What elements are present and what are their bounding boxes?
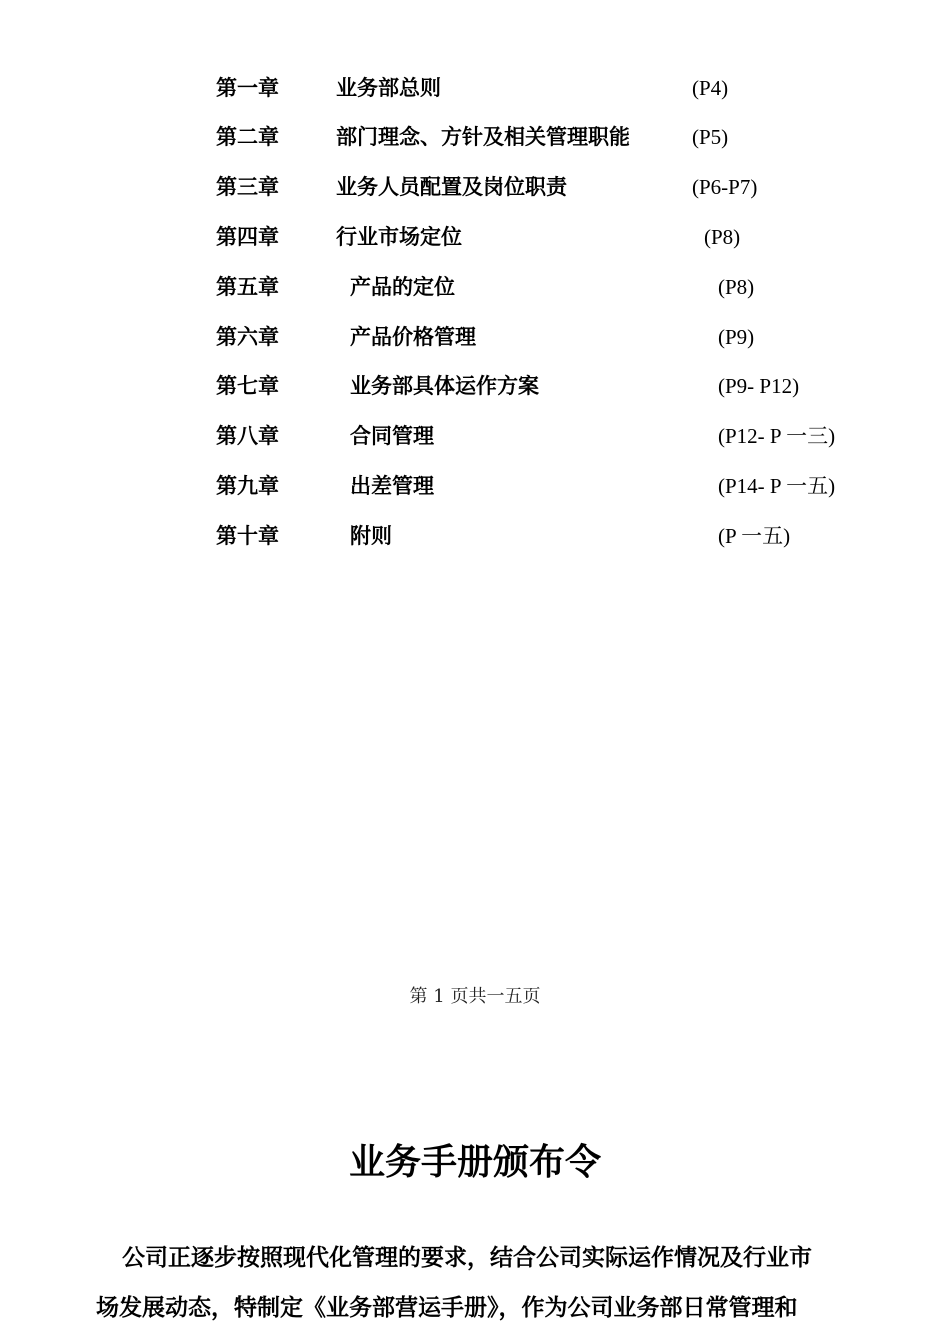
toc-chapter: 第六章 <box>216 324 279 349</box>
toc-chapter: 第一章 <box>216 75 279 100</box>
toc-page: (P5) <box>692 125 729 149</box>
toc-chapter: 第二章 <box>216 124 279 149</box>
toc-page: (P12- P 一三) <box>718 424 836 448</box>
toc-title: 合同管理 <box>350 423 434 448</box>
toc-page: (P8) <box>704 225 741 249</box>
toc-page: (P 一五) <box>718 524 791 548</box>
toc-page: (P6-P7) <box>692 175 758 199</box>
toc-chapter: 第七章 <box>216 373 279 398</box>
toc-title: 行业市场定位 <box>336 224 462 249</box>
toc-page: (P9) <box>718 325 755 349</box>
document-heading: 业务手册颁布令 <box>348 1141 601 1183</box>
toc-title: 产品的定位 <box>350 274 455 299</box>
toc-chapter: 第十章 <box>216 523 279 548</box>
paragraph-line: 场发展动态，特制定《业务部营运手册》，作为公司业务部日常管理和 <box>96 1294 798 1321</box>
toc-chapter: 第五章 <box>216 274 279 299</box>
toc-chapter: 第九章 <box>216 473 279 498</box>
toc-title: 业务部总则 <box>336 75 441 100</box>
toc-chapter: 第四章 <box>216 224 279 249</box>
toc-title: 出差管理 <box>350 473 434 498</box>
toc-page: (P8) <box>718 275 755 299</box>
page-footer: 第 1 页共一五页 <box>409 986 541 1007</box>
toc-title: 部门理念、方针及相关管理职能 <box>336 124 630 149</box>
toc-page: (P9- P12) <box>718 374 800 398</box>
toc-page: (P14- P 一五) <box>718 474 836 498</box>
toc-chapter: 第八章 <box>216 423 279 448</box>
toc-title: 附则 <box>350 523 392 548</box>
toc-title: 业务部具体运作方案 <box>350 373 539 398</box>
toc-title: 产品价格管理 <box>350 324 476 349</box>
toc-page: (P4) <box>692 76 729 100</box>
toc-title: 业务人员配置及岗位职责 <box>336 174 567 199</box>
paragraph-line: 公司正逐步按照现代化管理的要求，结合公司实际运作情况及行业市 <box>122 1244 812 1271</box>
toc-chapter: 第三章 <box>216 174 279 199</box>
